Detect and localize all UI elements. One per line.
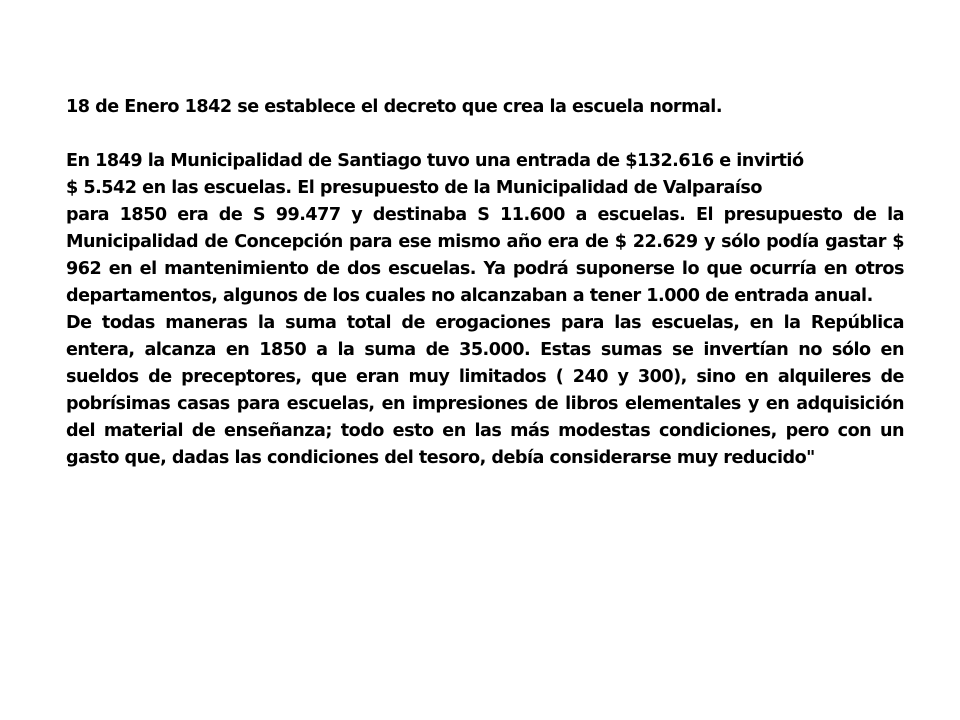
slide-text-block: [66, 94, 904, 472]
budget-1850-paragraph: para 1850 era de S 99.477 y destinaba S 11.600 a escuelas. El presupuesto de la Municipalidad de Concepción para ese mismo año era de $ 22.629 y sólo podía gastar $ 962 en el mantenimiento de dos escuelas. Ya podrá suponerse lo que ocurría en otros departamentos, algunos de los cuales no alcanzaban a tener 1.000 de entrada anual.: [66, 205, 904, 306]
decree-line: 18 de Enero 1842 se establece el decreto que crea la escuela normal.: [66, 97, 723, 117]
total-expenditure-paragraph: De todas maneras la suma total de erogaciones para las escuelas, en la República entera, alcanza en 1850 a la suma de 35.000. Estas sumas se invertían no sólo en sueldos de preceptores, que eran muy limitados ( 240 y 300), sino en alquileres de pobrísimas casas para escuelas, en impresiones de libros elementales y en adquisición del material de enseñanza; todo esto en las más modestas condiciones, pero con un gasto que, dadas las condiciones del tesoro, debía considerarse muy reducido": [66, 313, 904, 468]
blank-line: [66, 121, 904, 148]
valparaiso-budget-line: $ 5.542 en las escuelas. El presupuesto de la Municipalidad de Valparaíso: [66, 178, 762, 198]
santiago-income-line: En 1849 la Municipalidad de Santiago tuvo una entrada de $132.616 e invirtió: [66, 151, 804, 171]
